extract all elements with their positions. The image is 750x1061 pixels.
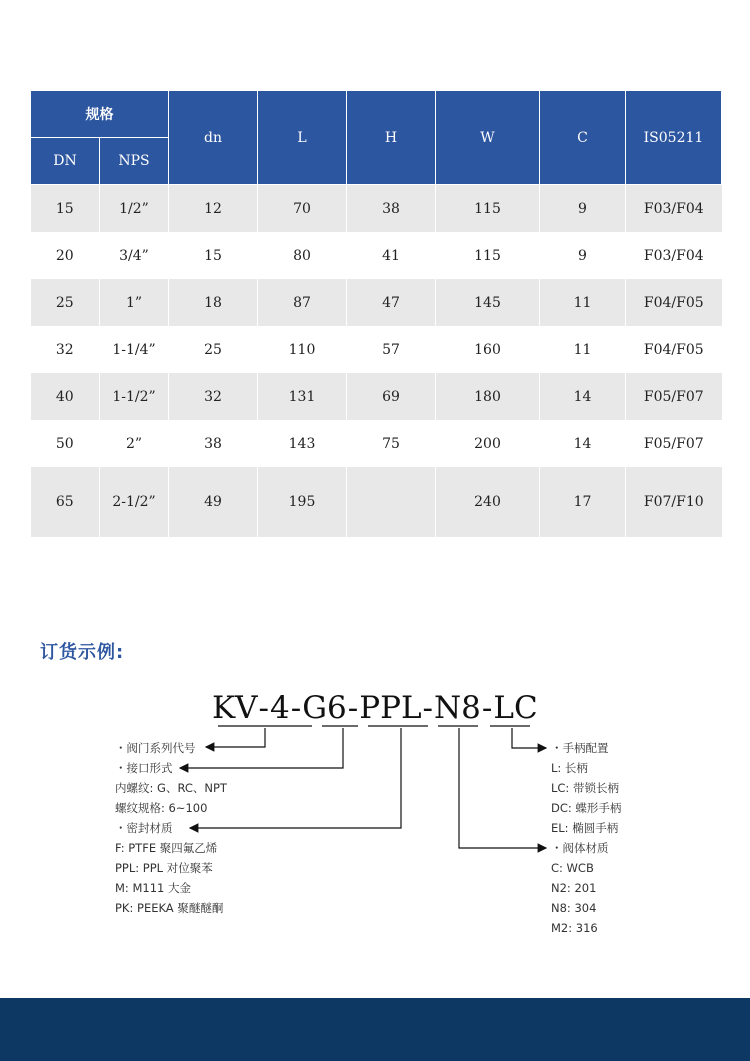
note-body-304: N8: 304 xyxy=(551,901,597,915)
note-handle-butterfly: DC: 蝶形手柄 xyxy=(551,801,622,815)
note-body-316: M2: 316 xyxy=(551,921,598,935)
cell-iso: F04/F05 xyxy=(626,326,722,373)
cell-iso: F05/F07 xyxy=(626,420,722,467)
table-row xyxy=(31,185,722,233)
cell-h xyxy=(347,467,436,537)
note-handle-oval: EL: 椭圆手柄 xyxy=(551,821,619,835)
cell-iso: F04/F05 xyxy=(626,279,722,326)
cell-dn-small: 32 xyxy=(169,373,258,420)
cell-dn-small: 15 xyxy=(169,232,258,279)
cell-dn-small: 25 xyxy=(169,326,258,373)
cell-nps: 1” xyxy=(100,279,169,326)
order-example-title: 订货示例: xyxy=(40,642,125,663)
footer-bar xyxy=(0,998,750,1061)
code-dash: - xyxy=(290,690,302,726)
header-nps: NPS xyxy=(100,138,169,185)
table-row xyxy=(31,467,722,537)
note-handle-lock: LC: 带锁长柄 xyxy=(551,781,619,795)
cell-l: 70 xyxy=(258,185,347,233)
cell-l: 110 xyxy=(258,326,347,373)
cell-w: 200 xyxy=(436,420,540,467)
code-part-connection: G6 xyxy=(302,690,347,726)
cell-dn: 50 xyxy=(31,420,100,467)
cell-dn: 20 xyxy=(31,232,100,279)
cell-dn-small: 38 xyxy=(169,420,258,467)
table-row xyxy=(31,279,722,326)
header-iso: IS05211 xyxy=(626,91,722,185)
cell-dn: 32 xyxy=(31,326,100,373)
cell-c: 9 xyxy=(540,185,626,233)
cell-c: 9 xyxy=(540,232,626,279)
code-dash: - xyxy=(347,690,359,726)
note-body-201: N2: 201 xyxy=(551,881,597,895)
cell-w: 145 xyxy=(436,279,540,326)
code-part-handle: LC xyxy=(493,690,538,726)
cell-w: 115 xyxy=(436,185,540,233)
code-part-body: N8 xyxy=(434,690,481,726)
note-body-material: ・阀体材质 xyxy=(551,841,609,855)
cell-h: 38 xyxy=(347,185,436,233)
code-part-series: KV xyxy=(212,690,258,726)
header-dn: DN xyxy=(31,138,100,185)
cell-iso: F03/F04 xyxy=(626,232,722,279)
note-seal-ppl: PPL: PPL 对位聚苯 xyxy=(115,861,213,875)
cell-nps: 1-1/2” xyxy=(100,373,169,420)
code-part-seal: PPL xyxy=(359,690,422,726)
note-connection-type: ・接口形式 xyxy=(115,761,173,775)
cell-nps: 2” xyxy=(100,420,169,467)
note-body-wcb: C: WCB xyxy=(551,861,594,875)
order-code xyxy=(212,690,538,726)
code-dash: - xyxy=(258,690,270,726)
cell-c: 14 xyxy=(540,373,626,420)
cell-dn: 65 xyxy=(31,467,100,537)
table-row xyxy=(31,420,722,467)
cell-w: 160 xyxy=(436,326,540,373)
cell-iso: F07/F10 xyxy=(626,467,722,537)
cell-nps: 3/4” xyxy=(100,232,169,279)
cell-l: 80 xyxy=(258,232,347,279)
cell-l: 143 xyxy=(258,420,347,467)
cell-h: 75 xyxy=(347,420,436,467)
note-seal-m111: M: M111 大金 xyxy=(115,881,191,895)
cell-dn: 40 xyxy=(31,373,100,420)
cell-nps: 1/2” xyxy=(100,185,169,233)
cell-h: 57 xyxy=(347,326,436,373)
cell-nps: 1-1/4” xyxy=(100,326,169,373)
cell-l: 195 xyxy=(258,467,347,537)
table-row xyxy=(31,232,722,279)
table-row xyxy=(31,326,722,373)
header-l: L xyxy=(258,91,347,185)
note-thread-size: 螺纹规格: 6~100 xyxy=(115,801,208,815)
cell-dn: 15 xyxy=(31,185,100,233)
header-h: H xyxy=(347,91,436,185)
code-dash: - xyxy=(422,690,434,726)
cell-h: 47 xyxy=(347,279,436,326)
header-w: W xyxy=(436,91,540,185)
cell-c: 11 xyxy=(540,279,626,326)
cell-dn: 25 xyxy=(31,279,100,326)
cell-c: 11 xyxy=(540,326,626,373)
cell-dn-small: 12 xyxy=(169,185,258,233)
note-seal-peeka: PK: PEEKA 聚醚醚酮 xyxy=(115,901,224,915)
cell-iso: F03/F04 xyxy=(626,185,722,233)
cell-c: 14 xyxy=(540,420,626,467)
cell-nps: 2-1/2” xyxy=(100,467,169,537)
cell-l: 87 xyxy=(258,279,347,326)
cell-c: 17 xyxy=(540,467,626,537)
code-part-number: 4 xyxy=(270,690,290,726)
cell-h: 69 xyxy=(347,373,436,420)
cell-w: 115 xyxy=(436,232,540,279)
cell-dn-small: 49 xyxy=(169,467,258,537)
header-spec-group: 规格 xyxy=(31,91,169,138)
note-handle-long: L: 长柄 xyxy=(551,761,588,775)
cell-l: 131 xyxy=(258,373,347,420)
note-seal-material: ・密封材质 xyxy=(115,821,173,835)
note-handle-config: ・手柄配置 xyxy=(551,741,609,755)
header-dn-small: dn xyxy=(169,91,258,185)
note-thread-types: 内螺纹: G、RC、NPT xyxy=(115,781,227,795)
note-series-code: ・阀门系列代号 xyxy=(115,741,196,755)
spec-table xyxy=(30,90,722,537)
cell-w: 240 xyxy=(436,467,540,537)
table-row xyxy=(31,373,722,420)
header-c: C xyxy=(540,91,626,185)
cell-w: 180 xyxy=(436,373,540,420)
cell-dn-small: 18 xyxy=(169,279,258,326)
cell-iso: F05/F07 xyxy=(626,373,722,420)
cell-h: 41 xyxy=(347,232,436,279)
code-dash: - xyxy=(481,690,493,726)
note-seal-ptfe: F: PTFE 聚四氟乙烯 xyxy=(115,841,218,855)
